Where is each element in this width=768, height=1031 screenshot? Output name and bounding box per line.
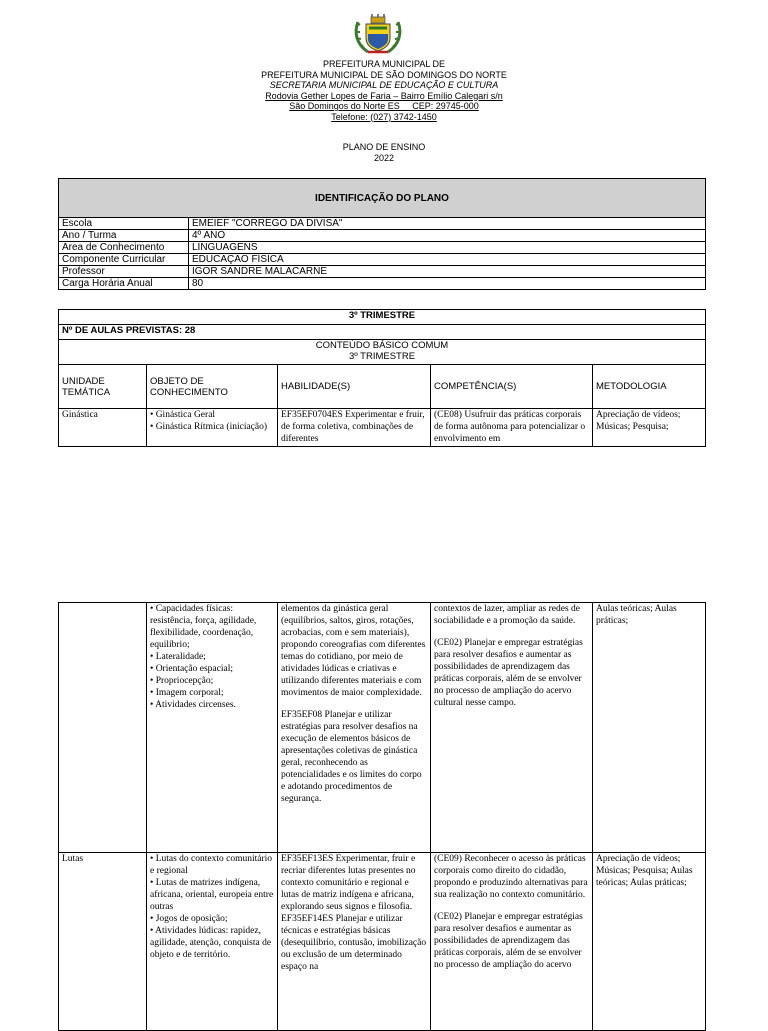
value-area: LINGUAGENS — [189, 242, 706, 254]
identification-heading: IDENTIFICAÇÃO DO PLANO — [59, 179, 706, 218]
row-lutas-metodologia: Apreciação de vídeos; Músicas; Pesquisa; Aulas teóricas; Aulas práticas; — [593, 853, 706, 1031]
col-habilidade: HABILIDADE(S) — [278, 365, 431, 409]
row-cont-objeto — [147, 603, 278, 853]
common-content-line1: CONTEÚDO BÁSICO COMUM — [315, 340, 449, 351]
objeto-item: • Ginástica Rítmica (iniciação) — [150, 422, 268, 432]
trimester-title: 3º TRIMESTRE — [59, 310, 706, 325]
label-componente: Componente Curricular — [59, 254, 189, 266]
letterhead-city: São Domingos do Norte ES CEP: 29745-000 — [289, 101, 479, 111]
common-content-line2: 3º TRIMESTRE — [348, 351, 416, 362]
value-ano-turma: 4º ANO — [189, 230, 706, 242]
habilidade-text: EF35EF08 Planejar e utilizar estratégias para resolver desafios na execução de elementos básicos de apresentações coletivas de ginástica geral, reconhecendo as potencialidades e os limites do corpo e adotando procedimentos de segurança. — [281, 710, 422, 804]
col-competencia: COMPETÊNCIA(S) — [431, 365, 593, 409]
row-lutas-habilidade — [278, 853, 431, 1031]
letterhead — [0, 59, 768, 122]
label-ano-turma: Ano / Turma — [59, 230, 189, 242]
objeto-item: • Jogos de oposição; — [150, 914, 228, 924]
habilidade-text: EF35EF13ES Experimentar, fruir e recriar diferentes lutas presentes no contexto comunitário e regional e lutas de matriz indígena e africana, explorando seus signos e filosofia. — [281, 854, 416, 912]
habilidade-text: EF35EF14ES Planejar e utilizar técnicas e estratégias básicas (desequilíbrio, contusão, imobilização ou exclusão de um determinado espaço na — [281, 914, 427, 972]
value-carga: 80 — [189, 278, 706, 290]
objeto-item: • Lutas do contexto comunitário e regional — [150, 854, 273, 876]
competencia-text: contextos de lazer, ampliar as redes de sociabilidade e a promoção da saúde. — [434, 604, 581, 626]
row-cont-competencia — [431, 603, 593, 853]
row-ginastica-metodologia: Apreciação de vídeos; Músicas; Pesquisa; — [593, 409, 706, 447]
common-content-heading — [59, 340, 706, 365]
row-lutas-unidade: Lutas — [59, 853, 147, 1031]
municipal-coat-of-arms-icon — [352, 14, 404, 56]
col-unidade: UNIDADE TEMÁTICA — [59, 365, 147, 409]
row-ginastica-unidade: Ginástica — [59, 409, 147, 447]
col-objeto: OBJETO DE CONHECIMENTO — [147, 365, 278, 409]
letterhead-line1: PREFEITURA MUNICIPAL DE — [322, 59, 446, 69]
value-escola: EMEIEF "CORREGO DA DIVISA" — [189, 218, 706, 230]
row-cont-unidade — [59, 603, 147, 853]
objeto-item: • Atividades circenses. — [150, 700, 236, 710]
habilidade-text: elementos da ginástica geral (equilíbrios, saltos, giros, rotações, acrobacias, com e sem materiais), propondo coreografias com diferentes temas do cotidiano, por meio de atividades lúdicas e criativas e utilizando diferentes materiais e com movimentos de maior complexidade. — [281, 604, 426, 698]
continuation-table — [58, 602, 706, 1031]
letterhead-address: Rodovia Gether Lopes de Faria – Bairro Emílio Calegari s/n — [265, 90, 503, 101]
label-professor: Professor — [59, 266, 189, 278]
objeto-item: • Atividades lúdicas: rapidez, agilidade, atenção, conquista de objeto e de território. — [150, 926, 272, 960]
letterhead-phone: Telefone: (027) 3742-1450 — [331, 111, 437, 122]
objeto-item: • Lutas de matrizes indígena, africana, oriental, europeia entre outras — [150, 878, 274, 912]
letterhead-line2: PREFEITURA MUNICIPAL DE SÃO DOMINGOS DO NORTE — [261, 69, 507, 80]
row-lutas-objeto — [147, 853, 278, 1031]
row-ginastica-competencia: (CE08) Usufruir das práticas corporais de forma autônoma para potencializar o envolvimento em — [431, 409, 593, 447]
competencia-text: (CE02) Planejar e empregar estratégias para resolver desafios e aumentar as possibilidades de aprendizagem das práticas corporais, além de se envolver no processo de ampliação do acervo cultural nesse campo. — [434, 638, 583, 708]
row-ginastica-habilidade: EF35EF0704ES Experimentar e fruir, de forma coletiva, combinações de diferentes — [278, 409, 431, 447]
objeto-item: • Lateralidade; — [150, 652, 206, 662]
label-escola: Escola — [59, 218, 189, 230]
objeto-item: • Capacidades físicas: resistência, força, agilidade, flexibilidade, coordenação, equilíbrio; — [150, 604, 257, 650]
row-cont-habilidade — [278, 603, 431, 853]
competencia-text: (CE02) Planejar e empregar estratégias para resolver desafios e aumentar as possibilidades de aprendizagem das práticas corporais, além de se envolver no processo de ampliação do acervo — [434, 912, 583, 970]
trimester-table — [58, 309, 706, 447]
letterhead-line3: SECRETARIA MUNICIPAL DE EDUCAÇÃO E CULTURA — [269, 80, 499, 90]
row-cont-metodologia: Aulas teóricas; Aulas práticas; — [593, 603, 706, 853]
objeto-item: • Imagem corporal; — [150, 688, 224, 698]
objeto-item: • Propriocepção; — [150, 676, 214, 686]
row-lutas-competencia — [431, 853, 593, 1031]
objeto-item: • Ginástica Geral — [150, 410, 216, 420]
plan-title-block — [0, 142, 768, 163]
value-componente: EDUCAÇÃO FÍSICA — [189, 254, 706, 266]
planned-classes: Nº DE AULAS PREVISTAS: 28 — [59, 325, 706, 340]
label-carga: Carga Horária Anual — [59, 278, 189, 290]
objeto-item: • Orientação espacial; — [150, 664, 233, 674]
col-metodologia: METODOLOGIA — [593, 365, 706, 409]
row-ginastica-objeto — [147, 409, 278, 447]
value-professor: IGOR SANDRE MALACARNE — [189, 266, 706, 278]
plan-year: 2022 — [373, 152, 395, 163]
plan-title: PLANO DE ENSINO — [342, 142, 426, 152]
competencia-text: (CE09) Reconhecer o acesso às práticas corporais como direito do cidadão, propondo e produzindo alternativas para sua realização no contexto comunitário. — [434, 854, 588, 900]
identification-table — [58, 178, 706, 290]
label-area: Área de Conhecimento — [59, 242, 189, 254]
